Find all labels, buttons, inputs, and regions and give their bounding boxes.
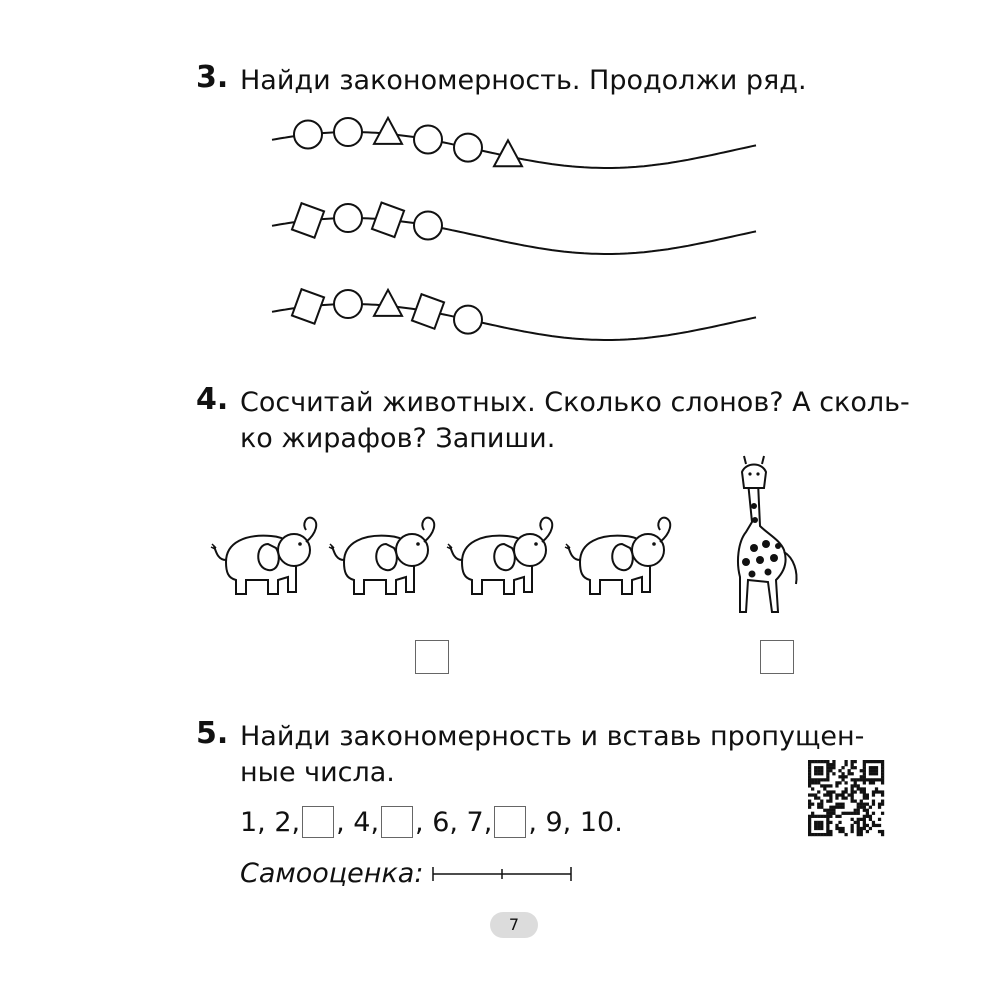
task-5-number: 5. bbox=[196, 716, 229, 751]
self-assessment bbox=[240, 858, 576, 889]
elephant-1 bbox=[211, 518, 316, 594]
task-3-number: 3. bbox=[196, 60, 229, 95]
task-5-text-line-2: ные числа. bbox=[240, 757, 395, 788]
pattern-triangle-1-6 bbox=[494, 140, 522, 166]
giraffes-answer-box[interactable] bbox=[760, 640, 794, 674]
task-4-number: 4. bbox=[196, 382, 229, 417]
self-assessment-scale[interactable] bbox=[431, 864, 576, 884]
pattern-circle-3-5 bbox=[454, 306, 482, 334]
missing-number-box-3[interactable] bbox=[494, 806, 526, 838]
elephant-2 bbox=[329, 518, 434, 594]
pattern-circle-1-5 bbox=[454, 134, 482, 162]
pattern-square-2-3 bbox=[372, 203, 404, 238]
sequence-part-2: , 4, bbox=[336, 806, 380, 838]
missing-number-box-1[interactable] bbox=[302, 806, 334, 838]
pattern-circle-3-2 bbox=[334, 290, 362, 318]
elephants-answer-box[interactable] bbox=[415, 640, 449, 674]
qr-code bbox=[808, 760, 884, 836]
pattern-circle-1-2 bbox=[334, 118, 362, 146]
task-5-text-line-1: Найди закономерность и вставь пропущен- bbox=[240, 721, 865, 752]
pattern-circle-1-4 bbox=[414, 125, 442, 153]
pattern-line-3 bbox=[272, 304, 756, 340]
sequence-part-4: , 9, 10. bbox=[528, 806, 623, 838]
elephant-3 bbox=[447, 518, 552, 594]
pattern-square-3-4 bbox=[412, 294, 444, 329]
pattern-circle-2-2 bbox=[334, 204, 362, 232]
self-assessment-colon: : bbox=[414, 858, 424, 889]
number-sequence bbox=[240, 802, 623, 842]
sequence-part-3: , 6, 7, bbox=[415, 806, 493, 838]
elephant-4 bbox=[565, 518, 670, 594]
giraffe bbox=[738, 456, 797, 612]
missing-number-box-2[interactable] bbox=[381, 806, 413, 838]
task-4-text-line-1: Сосчитай животных. Сколько слонов? А сколь- bbox=[240, 387, 910, 418]
pattern-line-1 bbox=[272, 132, 756, 168]
page-number: 7 bbox=[490, 912, 538, 938]
pattern-line-2 bbox=[272, 218, 756, 254]
pattern-square-3-1 bbox=[292, 289, 324, 324]
task-3-text: Найди закономерность. Продолжи ряд. bbox=[240, 65, 807, 96]
sequence-part-1: 1, 2, bbox=[240, 806, 301, 838]
pattern-circle-2-4 bbox=[414, 211, 442, 239]
pattern-circle-1-1 bbox=[294, 120, 322, 148]
task-4-text-line-2: ко жирафов? Запиши. bbox=[240, 423, 556, 454]
pattern-triangle-1-3 bbox=[374, 118, 402, 144]
pattern-square-2-1 bbox=[292, 203, 324, 238]
self-assessment-label: Самооценка bbox=[240, 858, 415, 889]
pattern-triangle-3-3 bbox=[374, 290, 402, 316]
